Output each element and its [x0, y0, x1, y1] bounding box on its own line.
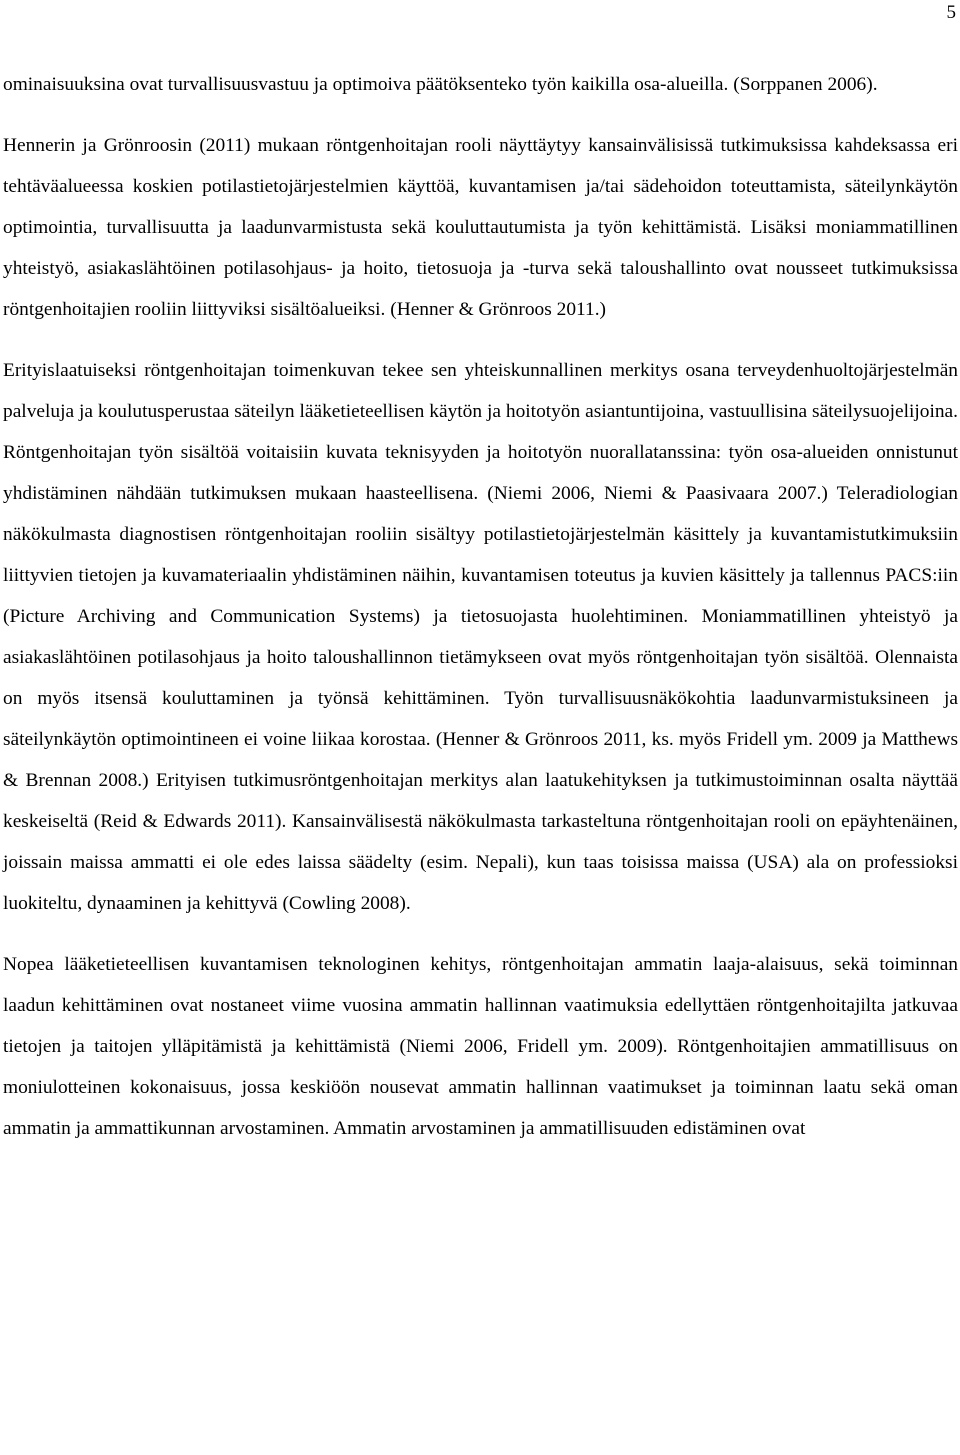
paragraph-gap — [3, 105, 958, 125]
body-text — [3, 64, 958, 1149]
paragraph-erityislaatuiseksi: Erityislaatuiseksi röntgenhoitajan toimenkuvan tekee sen yhteiskunnallinen merkitys osana terveydenhuoltojärjestelmän palveluja ja koulutusperustaa säteilyn lääketieteellisen käytön ja hoitotyön asiantuntijoina, vastuullisina säteilysuojelijoina. Röntgenhoitajan työn sisältöä voitaisiin kuvata teknisyyden ja hoitotyön nuorallatanssina: työn osa-alueiden onnistunut yhdistäminen nähdään tutkimuksen mukaan haasteellisena. (Niemi 2006, Niemi & Paasivaara 2007.) Teleradiologian näkökulmasta diagnostisen röntgenhoitajan rooliin sisältyy potilastietojärjestelmän käsittely ja kuvantamistutkimuksiin liittyvien tietojen ja kuvamateriaalin yhdistäminen näihin, kuvantamisen toteutus ja kuvien käsittely ja tallennus PACS:iin (Picture Archiving and Communication Systems) ja tietosuojasta huolehtiminen. Moniammatillinen yhteistyö ja asiakaslähtöinen potilasohjaus ja hoito taloushallinnon tietämykseen ovat myös röntgenhoitajan työn sisältöä. Olennaista on myös itsensä kouluttaminen ja työnsä kehittäminen. Työn turvallisuusnäkökohtia laadunvarmistuksineen ja säteilynkäytön optimointineen ei voine liikaa korostaa. (Henner & Grönroos 2011, ks. myös Fridell ym. 2009 ja Matthews & Brennan 2008.) Erityisen tutkimusröntgenhoitajan merkitys alan laatukehityksen ja tutkimustoiminnan osalta näyttää keskeiseltä (Reid & Edwards 2011). Kansainvälisestä näkökulmasta tarkasteltuna röntgenhoitajan rooli on epäyhtenäinen, joissain maissa ammatti ei ole edes laissa säädelty (esim. Nepali), kun taas toisissa maissa (USA) ala on professioksi luokiteltu, dynaaminen ja kehittyvä (Cowling 2008). — [3, 360, 958, 914]
paragraph-continuation: ominaisuuksina ovat turvallisuusvastuu ja optimoiva päätöksenteko työn kaikilla osa-alueilla. (Sorppanen 2006). — [3, 74, 878, 95]
paragraph-gap — [3, 924, 958, 944]
page-number: 5 — [946, 2, 956, 23]
paragraph-nopea: Nopea lääketieteellisen kuvantamisen teknologinen kehitys, röntgenhoitajan ammatin laaja-alaisuus, sekä toiminnan laadun kehittäminen ovat nostaneet viime vuosina ammatin hallinnan vaatimuksia edellyttäen röntgenhoitajilta jatkuvaa tietojen ja taitojen ylläpitämistä ja kehittämistä (Niemi 2006, Fridell ym. 2009). Röntgenhoitajien ammatillisuus on moniulotteinen kokonaisuus, jossa keskiöön nousevat ammatin hallinnan vaatimukset ja toiminnan laatu sekä oman ammatin ja ammattikunnan arvostaminen. Ammatin arvostaminen ja ammatillisuuden edistäminen ovat — [3, 954, 958, 1139]
paragraph-gap — [3, 330, 958, 350]
paragraph-henner-gronroos: Hennerin ja Grönroosin (2011) mukaan röntgenhoitajan rooli näyttäytyy kansainvälisissä tutkimuksissa kahdeksassa eri tehtäväalueessa koskien potilastietojärjestelmien käyttöä, kuvantamisen ja/tai sädehoidon toteuttamista, säteilynkäytön optimointia, turvallisuutta ja laadunvarmistusta sekä kouluttautumista ja työn kehittämistä. Lisäksi moniammatillinen yhteistyö, asiakaslähtöinen potilasohjaus- ja hoito, tietosuoja ja -turva sekä taloushallinto ovat nousseet tutkimuksissa röntgenhoitajien rooliin liittyviksi sisältöalueiksi. (Henner & Grönroos 2011.) — [3, 135, 958, 320]
